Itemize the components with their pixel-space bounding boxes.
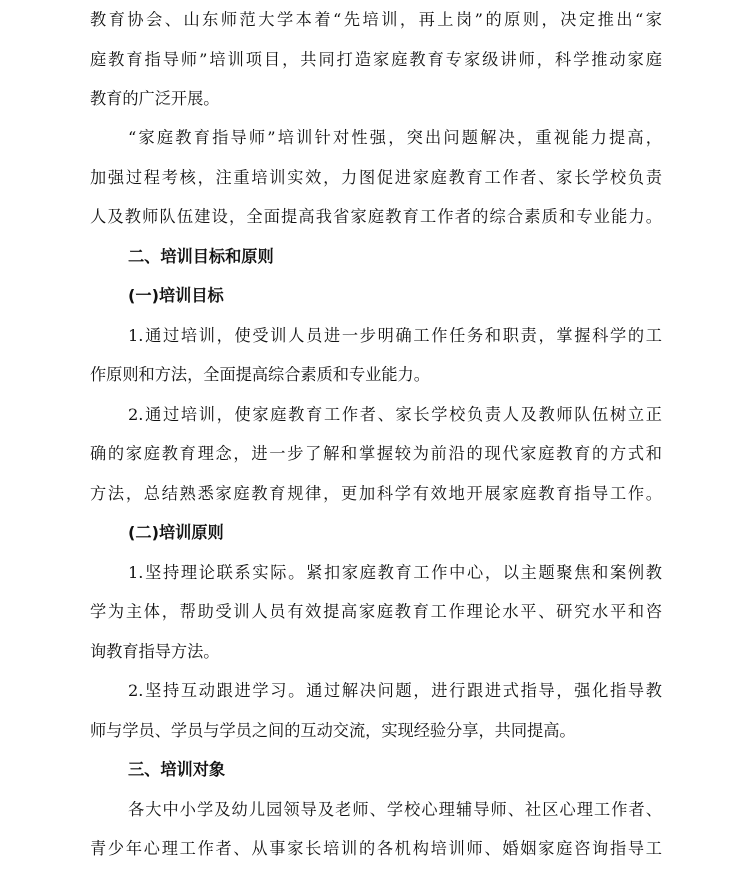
paragraph-line: 1.坚持理论联系实际。紧扣家庭教育工作中心，以主题聚焦和案例教 <box>128 563 662 582</box>
paragraph-line: 人及教师队伍建设，全面提高我省家庭教育工作者的综合素质和专业能力。 <box>90 207 662 226</box>
subsection-heading: (一)培训目标 <box>128 286 224 305</box>
paragraph-line: 庭教育指导师”培训项目，共同打造家庭教育专家级讲师，科学推动家庭 <box>90 50 662 69</box>
paragraph-line: 2.通过培训，使家庭教育工作者、家长学校负责人及教师队伍树立正 <box>128 405 662 424</box>
paragraph-line: 询教育指导方法。 <box>90 642 220 661</box>
section-heading: 二、培训目标和原则 <box>128 247 274 266</box>
paragraph-line: 1.通过培训，使受训人员进一步明确工作任务和职责，掌握科学的工 <box>128 326 662 345</box>
section-heading: 三、培训对象 <box>128 760 226 779</box>
paragraph-line: 加强过程考核，注重培训实效，力图促进家庭教育工作者、家长学校负责 <box>90 168 662 187</box>
paragraph-line: 师与学员、学员与学员之间的互动交流，实现经验分享，共同提高。 <box>90 721 576 740</box>
paragraph-line: 各大中小学及幼儿园领导及老师、学校心理辅导师、社区心理工作者、 <box>128 800 662 819</box>
paragraph-line: 2.坚持互动跟进学习。通过解决问题，进行跟进式指导，强化指导教 <box>128 681 662 700</box>
paragraph-line: 作原则和方法，全面提高综合素质和专业能力。 <box>90 365 430 384</box>
paragraph-line: 教育协会、山东师范大学本着“先培训，再上岗”的原则，决定推出“家 <box>90 10 662 29</box>
paragraph-line: 教育的广泛开展。 <box>90 89 220 108</box>
paragraph-line: 青少年心理工作者、从事家长培训的各机构培训师、婚姻家庭咨询指导工 <box>90 839 662 858</box>
paragraph-line: “家庭教育指导师”培训针对性强，突出问题解决，重视能力提高， <box>128 128 662 147</box>
paragraph-line: 方法，总结熟悉家庭教育规律，更加科学有效地开展家庭教育指导工作。 <box>90 484 662 503</box>
paragraph-line: 确的家庭教育理念，进一步了解和掌握较为前沿的现代家庭教育的方式和 <box>90 444 662 463</box>
subsection-heading: (二)培训原则 <box>128 523 224 542</box>
paragraph-line: 学为主体，帮助受训人员有效提高家庭教育工作理论水平、研究水平和咨 <box>90 602 662 621</box>
